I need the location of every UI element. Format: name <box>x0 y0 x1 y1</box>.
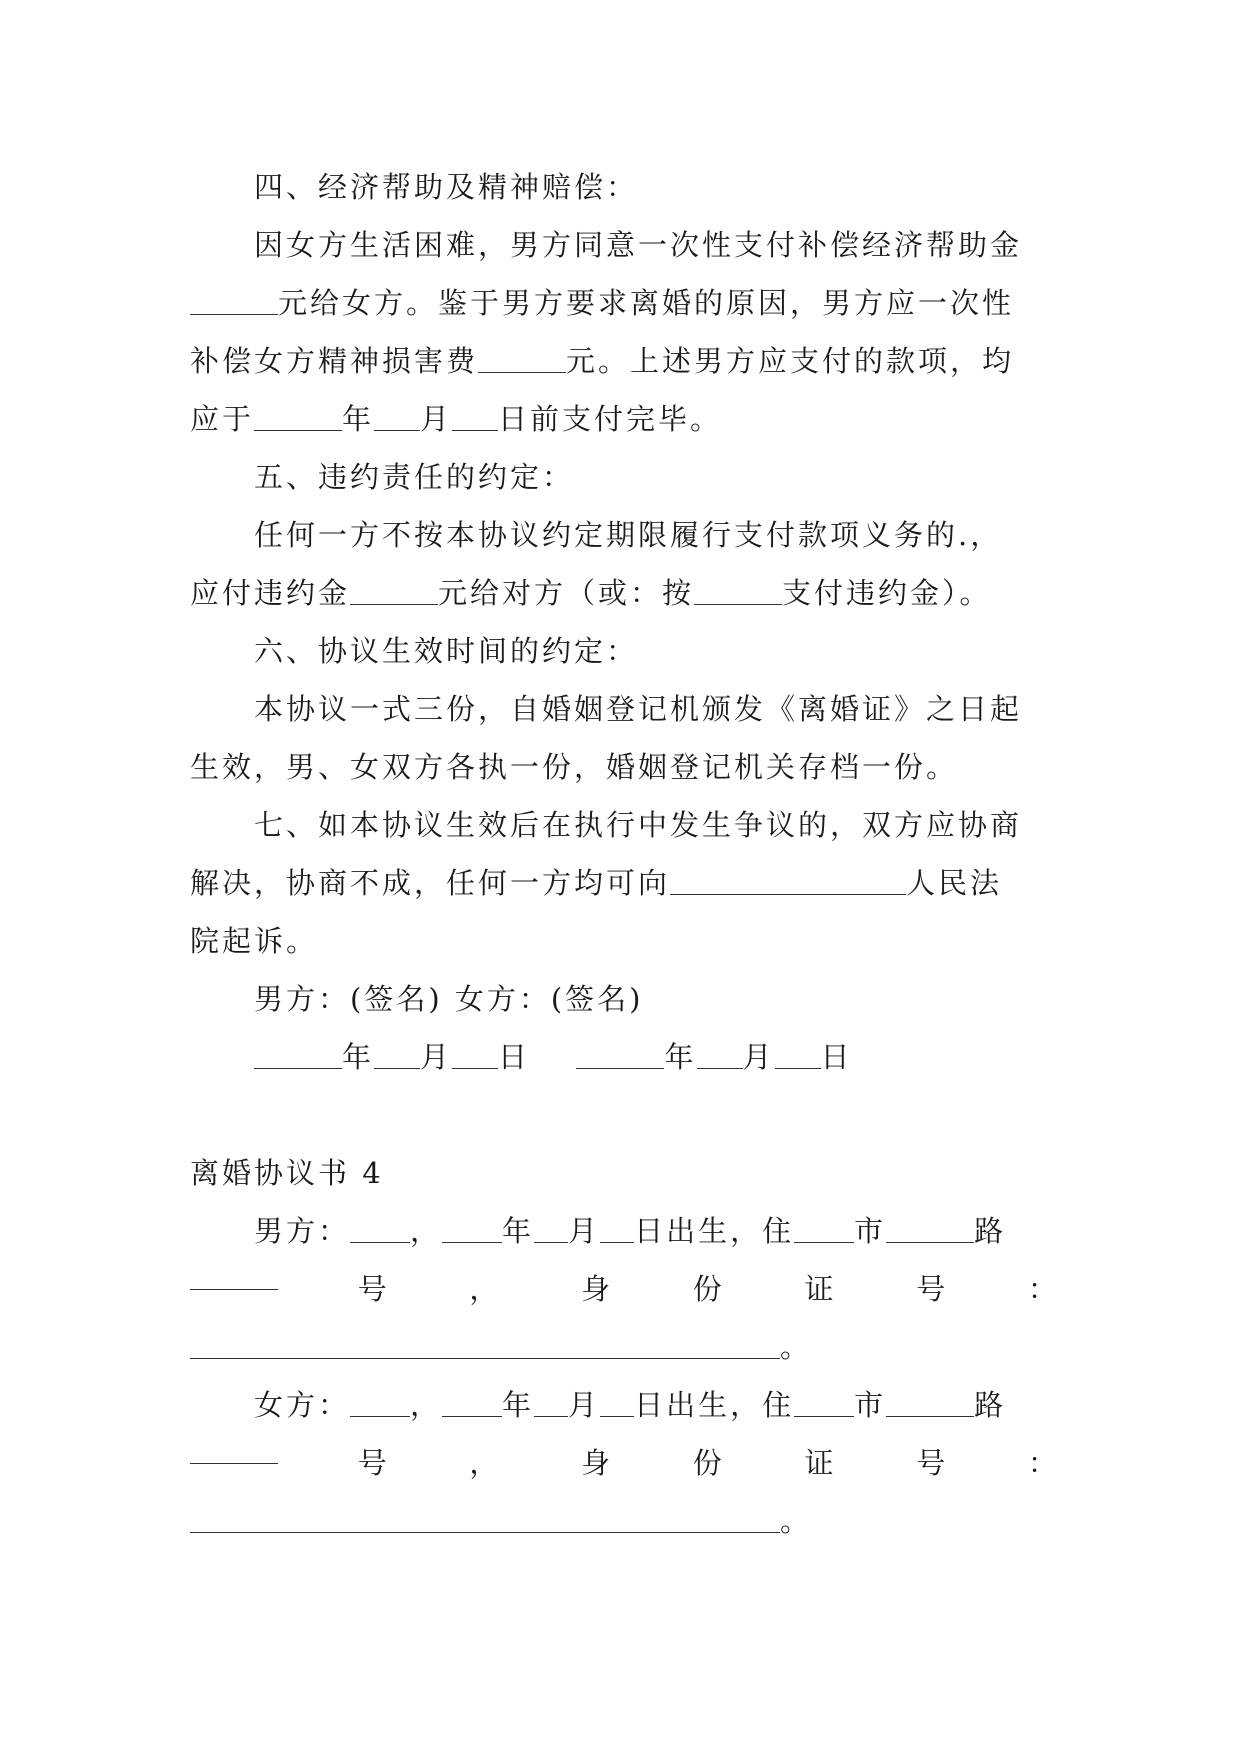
blank-number <box>190 1434 278 1464</box>
blank-month <box>374 1039 420 1069</box>
blank-month <box>534 1213 568 1243</box>
blank-number <box>190 1260 278 1290</box>
section-6-heading: 六、协议生效时间的约定： <box>254 634 639 668</box>
section-6-line-1: 本协议一式三份，自婚姻登记机颁发《离婚证》之日起 <box>254 692 1023 726</box>
section-5-line-2: 应付违约金 元给对方（或：按 支付违约金）。 <box>190 576 992 610</box>
male-id-blank-line: 。 <box>190 1318 1060 1376</box>
blank-name <box>350 1213 410 1243</box>
section-6-line-2: 生效，男、女双方各执一份，婚姻登记机关存档一份。 <box>190 750 959 784</box>
section-5-line-1: 任何一方不按本协议约定期限履行支付款项义务的.， <box>254 518 1003 552</box>
blank-month <box>697 1039 743 1069</box>
section-5-heading: 五、违约责任的约定： <box>254 460 575 494</box>
section-4-line-1: 因女方生活困难，男方同意一次性支付补偿经济帮助金 <box>254 228 1023 262</box>
doc4-title: 离婚协议书 4 <box>190 1156 384 1190</box>
blank-id-number <box>190 1503 780 1533</box>
blank-day <box>600 1387 634 1417</box>
section-4-line-2: 元给女方。鉴于男方要求离婚的原因，男方应一次性 <box>190 274 1060 332</box>
female-info-line: 女方： ， 年 月 日出生，住 市 路 <box>254 1388 1007 1422</box>
blank-name <box>350 1387 410 1417</box>
blank-road <box>886 1213 974 1243</box>
blank-court <box>670 865 906 895</box>
blank-amount <box>190 285 278 315</box>
blank-year <box>442 1213 502 1243</box>
blank-month <box>374 401 420 431</box>
blank-amount <box>478 343 566 373</box>
blank-id-number <box>190 1329 780 1359</box>
section-4-line-3: 补偿女方精神损害费 元。上述男方应支付的款项，均 <box>190 344 1015 378</box>
signature-line: 男方：(签名) 女方：(签名) <box>254 982 644 1016</box>
blank-year <box>442 1387 502 1417</box>
blank-day <box>452 1039 498 1069</box>
female-id-line: 号 ， 身 份 证 号 ： <box>190 1434 1060 1492</box>
blank-year <box>254 401 342 431</box>
male-id-line: 号 ， 身 份 证 号 ： <box>190 1260 1060 1318</box>
section-7-line-2: 解决，协商不成，任何一方均可向 人民法 <box>190 866 1003 900</box>
blank-day <box>775 1039 821 1069</box>
blank-year <box>254 1039 342 1069</box>
blank-city <box>794 1213 854 1243</box>
blank-day <box>452 401 498 431</box>
male-info-line: 男方： ， 年 月 日出生，住 市 路 <box>254 1214 1007 1248</box>
blank-city <box>794 1387 854 1417</box>
blank-day <box>600 1213 634 1243</box>
section-4-line-4: 应于 年 月 日前支付完毕。 <box>190 402 723 436</box>
blank-year <box>576 1039 664 1069</box>
signature-date-line: 年 月 日 年 月 日 <box>190 1028 1060 1086</box>
blank-road <box>886 1387 974 1417</box>
document-page <box>190 158 1060 1550</box>
section-4-heading: 四、经济帮助及精神赔偿： <box>254 170 639 204</box>
section-7-line-3: 院起诉。 <box>190 924 319 958</box>
blank-amount <box>350 575 438 605</box>
female-id-blank-line: 。 <box>190 1492 1060 1550</box>
blank-month <box>534 1387 568 1417</box>
blank-rule <box>694 575 782 605</box>
section-7-line-1: 七、如本协议生效后在执行中发生争议的，双方应协商 <box>254 808 1023 842</box>
